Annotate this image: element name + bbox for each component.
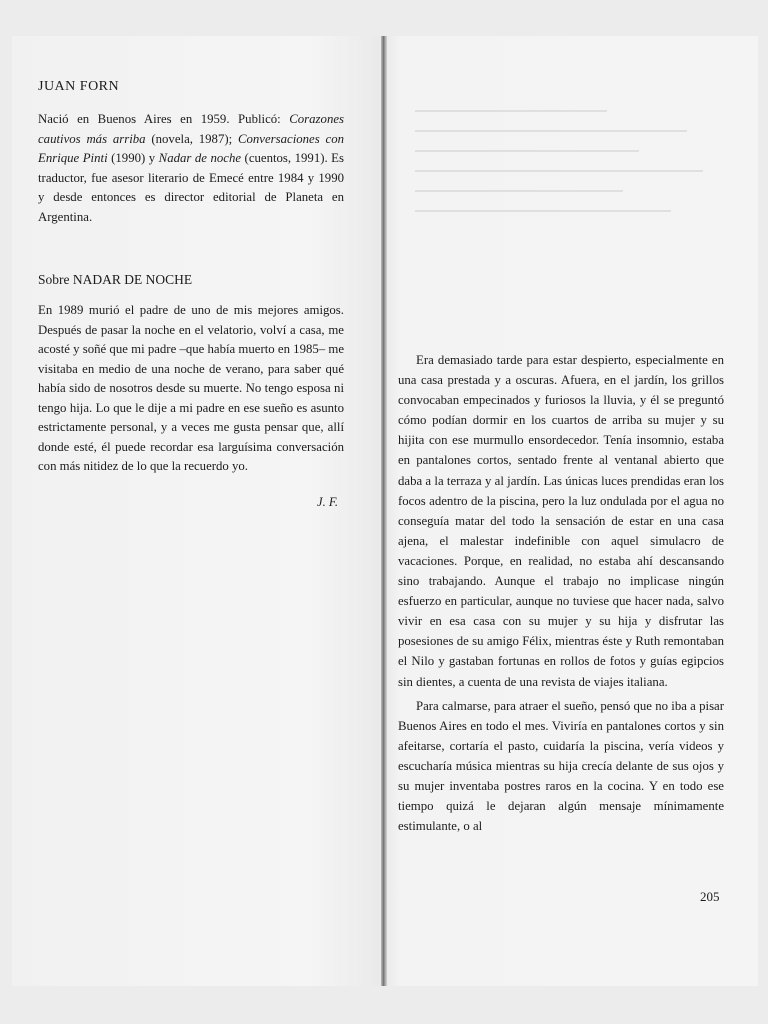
author-name: JUAN FORN [38, 79, 120, 94]
author-initials: J. F. [317, 494, 338, 509]
right-page [398, 350, 724, 836]
book-title: Corazones cautivos más arriba [38, 112, 344, 146]
about-story-text: En 1989 murió el padre de uno de mis mejores amigos. Después de pasar la noche en el velatorio, volví a casa, me acosté y soñé que mi padre –que había muerto en 1985– me visitaba en medio de una noche de verano, para saber qué había sido de nosotros desde su muerte. No tengo esposa ni tengo hija. Lo que le dije a mi padre en ese sueño es asunto estrictamente personal, y a veces me gusta pensar que, allí donde esté, él puede recordar esa larguísima conversación con más nitidez de lo que la recuerdo yo. [38, 303, 344, 473]
bio-segment: (cuentos, 1991). Es traductor, fue asesor literario de Emecé entre 1984 y 1990 y desde entonces es director editorial de Planeta en Argentina. [38, 151, 344, 224]
book-title: Conversaciones con Enrique Pinti [38, 131, 344, 165]
bio-segment: (novela, 1987); [145, 131, 238, 146]
show-through-text [415, 92, 735, 352]
bio-segment: (1990) y [107, 151, 159, 165]
bio-segment: Nació en Buenos Aires en 1959. Publicó: [38, 112, 290, 126]
book-gutter [381, 36, 387, 986]
page-number: 205 [700, 889, 720, 904]
author-bio [38, 110, 344, 227]
book-title: Nadar de noche [158, 151, 242, 165]
story-paragraph: Para calmarse, para atraer el sueño, pensó que no iba a pisar Buenos Aires en todo el mes. Viviría en pantalones cortos y sin afeitarse, cortaría el pasto, cuidaría la piscina, vería videos y escucharía música mientras su hija crecía delante de sus ojos y su mujer inventaba postres raros en la cocina. Y en todo ese tiempo quizá le dejaran algún mensaje mínimamente estimulante, o al [398, 698, 724, 834]
story-paragraph: Era demasiado tarde para estar despierto, especialmente en una casa prestada y a oscuras. Afuera, en el jardín, los grillos convocaban empecinados y furiosos la lluvia, y él se preguntó cómo podían dormir en los cuartos de arriba su mujer y su hijita con ese murmullo ensordecedor. Tenía insomnio, estaba en pantalones cortos, sentado frente al ventanal abierto que daba a la terraza y al jardín. Las únicas luces prendidas eran los focos adentro de la piscina, pero la luz ondulada por el agua no conseguía matar del todo la sensación de estar en una casa ajena, el malestar indefinible con aquel simulacro de vacaciones. Porque, en realidad, no estaba ahí descansando sino trabajando. Aunque el trabajo no implicase ningún esfuerzo en particular, aunque no tuviese que hacer nada, salvo vivir en esa casa con su mujer y su hija y disfrutar las posesiones de su amigo Félix, mientras éste y Ruth remontaban el Nilo y gastaban fortunas en rollos de fotos y guías egipcios sin dientes, a cuenta de una revista de viajes italiana. [398, 353, 724, 689]
left-page [38, 78, 344, 510]
section-title: Sobre NADAR DE NOCHE [38, 272, 193, 287]
